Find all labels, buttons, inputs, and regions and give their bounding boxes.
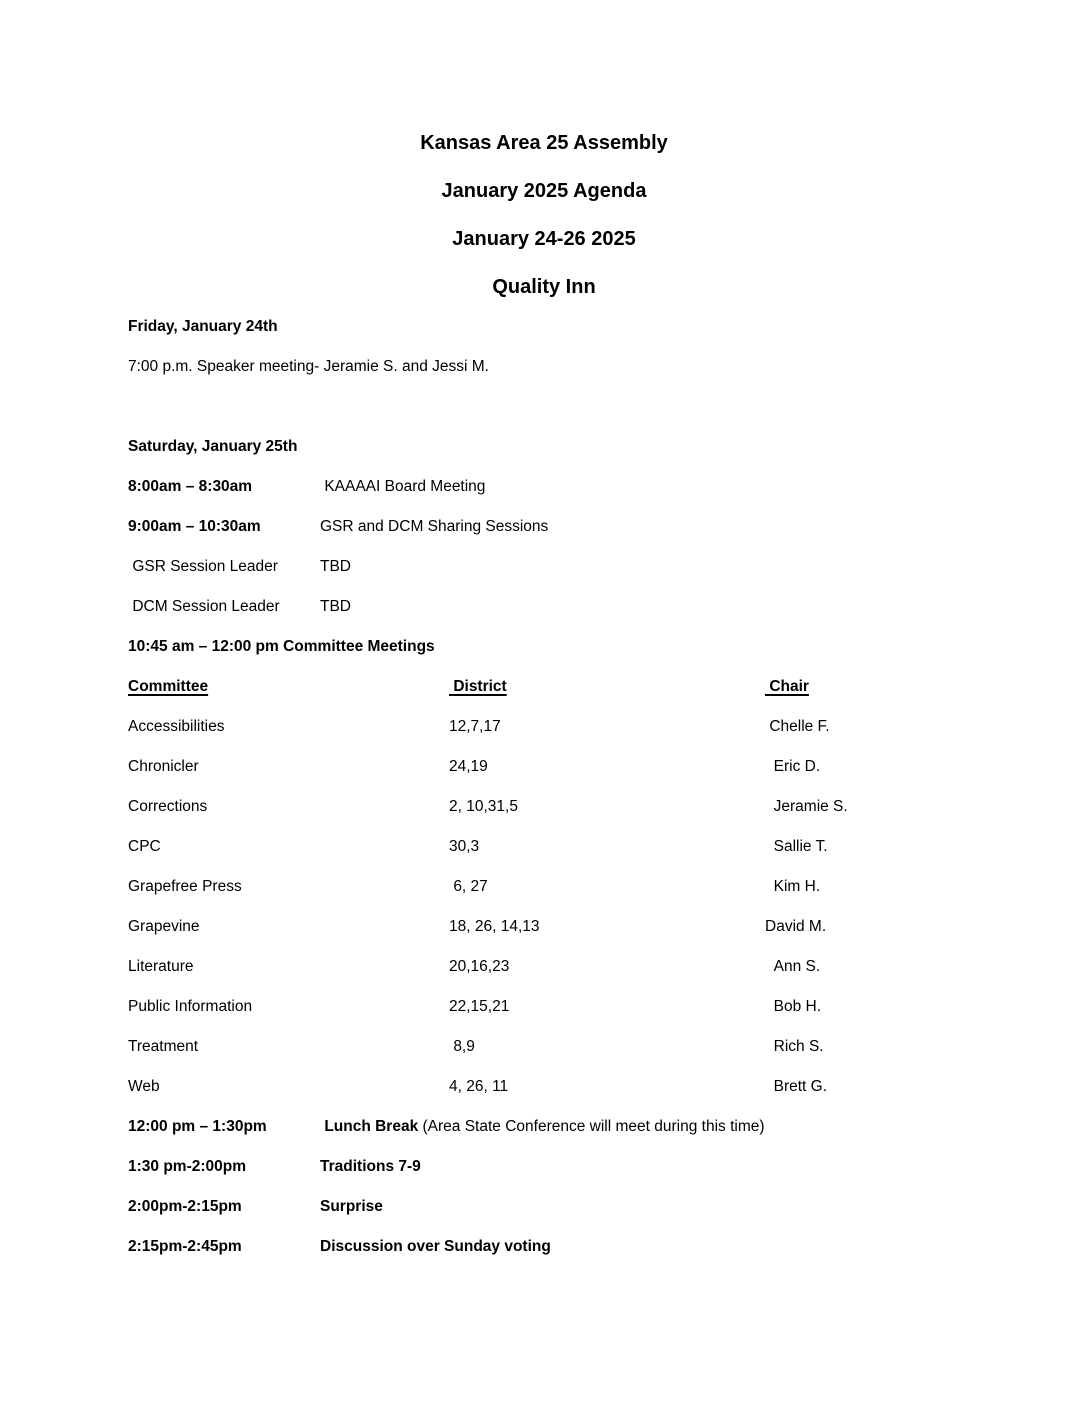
district-cell: 8,9 (449, 1038, 475, 1055)
title-line-assembly: Kansas Area 25 Assembly (420, 132, 668, 154)
schedule-row-surprise (128, 1187, 1028, 1227)
committee-cell: Grapefree Press (128, 878, 242, 895)
friday-speaker-line: 7:00 p.m. Speaker meeting- Jeramie S. and Jessi M. (128, 358, 489, 375)
event-label: KAAAAI Board Meeting (320, 478, 486, 495)
committee-cell: Grapevine (128, 918, 200, 935)
schedule-row-sharing-sessions (128, 507, 1028, 547)
schedule-row-lunch-break (128, 1107, 1028, 1147)
schedule-row-gsr-leader (128, 547, 1028, 587)
committee-cell: Chronicler (128, 758, 199, 775)
time-label: 2:15pm-2:45pm (128, 1238, 242, 1255)
time-label: 9:00am – 10:30am (128, 518, 261, 535)
committee-cell: Literature (128, 958, 194, 975)
committee-cell: Treatment (128, 1038, 199, 1055)
role-value: TBD (320, 598, 351, 615)
committee-cell: Corrections (128, 798, 208, 815)
header-district: District (449, 678, 507, 695)
chair-cell: Chelle F. (765, 718, 830, 735)
title-line-dates: January 24-26 2025 (452, 228, 636, 250)
role-label: GSR Session Leader (128, 558, 278, 575)
spacer (128, 387, 1028, 427)
time-label: 1:30 pm-2:00pm (128, 1158, 247, 1175)
district-cell: 22,15,21 (449, 998, 510, 1015)
event-label: Discussion over Sunday voting (320, 1238, 551, 1255)
chair-cell: Kim H. (765, 878, 821, 895)
table-row (128, 787, 1028, 827)
title-line-venue: Quality Inn (492, 276, 596, 298)
chair-cell: Bob H. (765, 998, 822, 1015)
committee-cell: CPC (128, 838, 161, 855)
saturday-heading: Saturday, January 25th (128, 438, 298, 455)
schedule-row-board-meeting (128, 467, 1028, 507)
district-cell: 18, 26, 14,13 (449, 918, 540, 935)
chair-cell: Sallie T. (765, 838, 828, 855)
committee-meetings-heading: 10:45 am – 12:00 pm Committee Meetings (128, 638, 435, 655)
role-value: TBD (320, 558, 351, 575)
table-row (128, 707, 1028, 747)
district-cell: 24,19 (449, 758, 488, 775)
district-cell: 20,16,23 (449, 958, 510, 975)
schedule-row-dcm-leader (128, 587, 1028, 627)
table-row (128, 1027, 1028, 1067)
district-cell: 4, 26, 11 (449, 1078, 509, 1095)
table-row (128, 867, 1028, 907)
event-label: Surprise (320, 1198, 383, 1215)
table-row (128, 827, 1028, 867)
title-line-agenda: January 2025 Agenda (441, 180, 647, 202)
chair-cell: Brett G. (765, 1078, 828, 1095)
table-row (128, 987, 1028, 1027)
committee-cell: Accessibilities (128, 718, 225, 735)
chair-cell: David M. (765, 918, 827, 935)
chair-cell: Rich S. (765, 1038, 824, 1055)
time-label: 2:00pm-2:15pm (128, 1198, 242, 1215)
committee-table-header-row (128, 667, 1028, 707)
district-cell: 6, 27 (449, 878, 488, 895)
time-label: 12:00 pm – 1:30pm (128, 1118, 267, 1135)
document-title-block (0, 131, 1088, 299)
committee-cell: Public Information (128, 998, 253, 1015)
event-label: Lunch Break (Area State Conference will meet during this time) (320, 1118, 765, 1135)
table-row (128, 947, 1028, 987)
chair-cell: Eric D. (765, 758, 821, 775)
committee-cell: Web (128, 1078, 160, 1095)
event-label: GSR and DCM Sharing Sessions (320, 518, 549, 535)
schedule-row-traditions (128, 1147, 1028, 1187)
table-row (128, 907, 1028, 947)
header-committee: Committee (128, 678, 209, 695)
district-cell: 2, 10,31,5 (449, 798, 518, 815)
friday-heading: Friday, January 24th (128, 318, 278, 335)
header-chair: Chair (765, 678, 809, 695)
chair-cell: Jeramie S. (765, 798, 848, 815)
time-label: 8:00am – 8:30am (128, 478, 253, 495)
chair-cell: Ann S. (765, 958, 821, 975)
schedule-row-discussion (128, 1227, 1028, 1267)
table-row (128, 747, 1028, 787)
role-label: DCM Session Leader (128, 598, 280, 615)
table-row (128, 1067, 1028, 1107)
district-cell: 30,3 (449, 838, 480, 855)
district-cell: 12,7,17 (449, 718, 501, 735)
event-label: Traditions 7-9 (320, 1158, 421, 1175)
